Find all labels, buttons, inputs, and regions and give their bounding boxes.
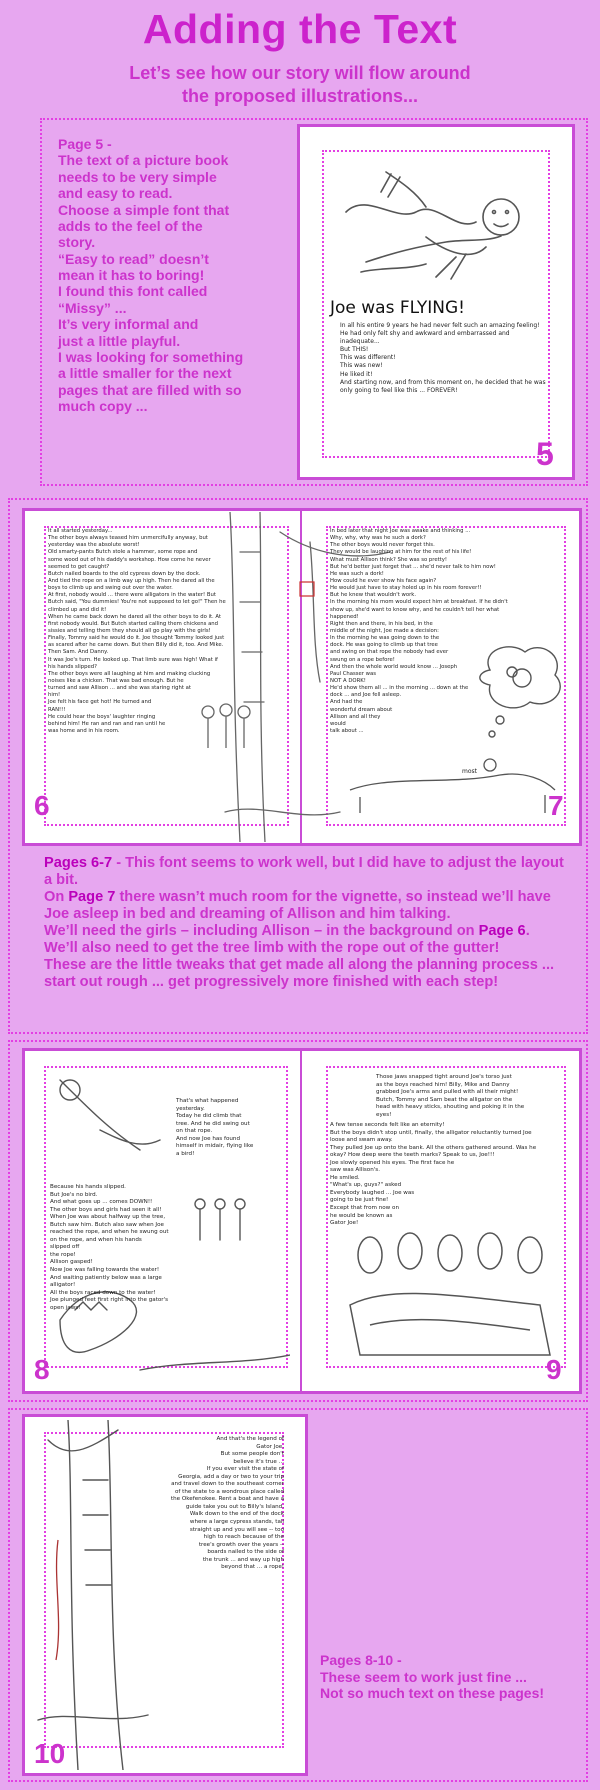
- section1-line: Choose a simple font that: [58, 201, 230, 218]
- section1-line: adds to the feel of the: [58, 217, 203, 234]
- page5-heading: Joe was FLYING!: [330, 298, 465, 318]
- section1-line: much copy ...: [58, 398, 148, 414]
- section1-line: and easy to read.: [58, 185, 173, 202]
- section4-blurb: [320, 1652, 580, 1702]
- section1-line: pages that are filled with so: [58, 381, 242, 398]
- page9-text-mid: A few tense seconds felt like an eternity! But the boys didn't stop until, finally, the alligator reluctantly turned Joe loose and swam away. They pulled Joe up onto the bank. All the others gathered around. Was he okay? How deep were the teeth marks? Speak to us, Joe!!! Joe slowly opened his eyes. The first face he saw was Allison's. He smiled. "What's up, guys?" asked Everybody laughed ... Joe was going to be just fine! Except that from now on he would be known as Gator Joe!: [330, 1122, 537, 1227]
- section1-line: “Missy” ...: [58, 299, 127, 316]
- section1-label: Page 5 -: [58, 136, 112, 152]
- section1-lines: [58, 152, 293, 414]
- section2-p4: We’ll also need to get the tree limb with the rope out of the gutter!: [44, 940, 500, 957]
- flying-joe-sketch: [326, 152, 546, 297]
- page7-number: 7: [548, 790, 564, 821]
- section1-line: story.: [58, 234, 96, 251]
- sketch-note: most: [462, 768, 477, 775]
- section2-p2-key: Page 7: [68, 889, 116, 906]
- subtitle-line-2: the proposed illustrations...: [181, 85, 419, 106]
- section2-blurb: [44, 855, 574, 992]
- page10-text: And that's the legend of Gator Joe. But some people don't believe it's true ... If you ever visit the state of Georgia, add a day or two to your trip and travel down to the southeast corner of the state to a wondrous place called the Okefenokee. Rent a boat and have a guide take you out to Billy's Island. Walk down to the end of the dock where a large cypress stands, tall straight up and you will see -- too high to reach because of the tree's growth over the years -- boards nailed to the side of the trunk ... and way up high beyond that ... a rope!: [170, 1436, 284, 1571]
- bed-sketch: [330, 735, 560, 815]
- section1-line: I was looking for something: [58, 348, 244, 365]
- section2-p2-pre: On: [44, 889, 69, 906]
- section4-line-2: Not so much text on these pages!: [320, 1685, 545, 1702]
- page8-number: 8: [34, 1354, 50, 1385]
- page8-text-top: That's what happened yesterday. Today he did climb that tree. And he did swing out on that rope. And now Joe has found himself in midair, flying like a bird!: [176, 1098, 254, 1157]
- page5-text: In all his entire 9 years he had never felt such an amazing feeling! He had only felt shy and awkward and embarrassed and inadequate... But THIS! This was different! This was new! He liked it! And starting now, and from this moment on, he decided that he was only going to feel like this ... FOREVER!: [340, 322, 546, 394]
- section1-line: just a little playful.: [58, 332, 181, 349]
- section1-line: “Easy to read” doesn’t: [58, 250, 209, 267]
- section2-p3-key: Page 6: [478, 923, 526, 940]
- section1-line: mean it has to boring!: [58, 267, 205, 283]
- section1-line: needs to be very simple: [58, 168, 217, 185]
- section2-label: Pages 6-7: [44, 855, 113, 871]
- page9-text-top: Those jaws snapped tight around Joe's torso just as the boys reached him! Billy, Mike and Danny grabbed Joe's arms and pulled with all their might! Butch, Tommy and Sam beat the alligator on the head with heavy sticks, shouting and poking it in the eyes!: [376, 1074, 525, 1118]
- section2-p3-post: .: [525, 923, 530, 940]
- page8-text-bottom: Because his hands slipped. But Joe's no bird. And what goes up ... comes DOWN!! The other boys and girls had seen it all! When Joe was about halfway up the tree, Butch saw him. Butch also saw when Joe reached the rope, and when he swung out on the rope, and when his hands slipped off the rope! Allison gasped! Now Joe was falling towards the water! And waiting patiently below was a large alligator! All the boys raced down to the water! Joe plunged feet first right into the gator's open jaws!: [50, 1184, 169, 1311]
- page5-number: 5: [536, 436, 554, 472]
- section1-blurb: [58, 136, 293, 414]
- section1-line: I found this font called: [58, 283, 208, 300]
- page6-text: It all started yesterday... The other boys always teased him unmercifully anyway, but yesterday was the absolute worst! Old smarty-pants Butch stole a hammer, some rope and some wood out of his daddy's workshop. How come he never seemed to get caught? Butch nailed boards to the old cypress down by the dock. And tied the rope on a limb way up high. Then he dared all the boys to climb up and swing out over the water. At first, nobody would ... there were alligators in the water! But Butch said, "You dummies! You're not supposed to let go!" Then he climbed up and did it! When he came back down he dared all the other boys to do it. At first nobody would. But Butch started calling them chickens and sissies and telling them they should all go play with the girls! Finally, Tommy said he would do it. Joe thought Tommy looked just as scared after he came down. But then Billy did it, too. And Mike. Then Sam. And Danny. It was Joe's turn. He looked up. That limb sure was high! What if his hands slipped? The other boys were all laughing at him and making clucking noises like a chicken. That was bad enough. But he turned and saw Allison ... and she was staring right at him! Joe felt his face get hot! He turned and RAN!!! He could hear the boys' laughter ringing behind him! He ran and ran and ran until he was home and in his room.: [48, 528, 226, 734]
- section1-line: The text of a picture book: [58, 152, 229, 169]
- section4-label: Pages 8-10 -: [320, 1652, 402, 1668]
- section1-line: a little smaller for the next: [58, 365, 232, 382]
- section2-p2-post: there wasn’t much room for the vignette, so instead we’ll have Joe asleep in bed and dreaming of Allison and him talking.: [44, 889, 551, 923]
- section4-line-1: These seem to work just fine ...: [320, 1668, 527, 1685]
- page10-tree-sketch: [28, 1420, 158, 1770]
- section1-line: It’s very informal and: [58, 316, 199, 333]
- page7-text: In bed later that night Joe was awake and thinking ... Why, why, why was he such a dork? The other boys would never forget this. They would be laughing at him for the rest of his life! What must Allison think? She was so pretty! But he'd better just forget that ... she'd never talk to him now! He was such a dork! How could he ever show his face again? He would just have to stay holed up in his room forever!! But he knew that wouldn't work. In the morning his mom would expect him at breakfast. If he didn't show up, she'd want to know why, and he couldn't tell her what happened! Right then and there, in his bed, in the middle of the night, Joe made a decision: In the morning he was going down to the dock. He was going to climb up that tree and swing on that rope the nobody had ever swung on a rope before! And then the whole world would know ... Joseph Paul Chasser was NOT A DORK! He'd show them all ... in the morning ... down at the dock ... and Joe fell asleep. And had the wonderful dream about Allison and all they would talk about ...: [330, 528, 508, 734]
- subtitle-line-1: Let’s see how our story will flow around: [129, 63, 471, 83]
- page9-number: 9: [546, 1354, 562, 1385]
- section2-p5: These are the little tweaks that get made all along the planning process ... start out rough ... get progressively more finished with each step!: [44, 957, 555, 991]
- page10-number: 10: [34, 1738, 66, 1769]
- page9-sketch: [330, 1225, 565, 1385]
- subtitle: [0, 62, 600, 107]
- page6-number: 6: [34, 790, 50, 821]
- page-title: Adding the Text: [142, 6, 458, 52]
- section2-intro: - This font seems to work well, but I did have to adjust the layout a bit.: [44, 855, 564, 889]
- section2-p3-pre: We’ll need the girls – including Allison – in the background on: [44, 923, 479, 940]
